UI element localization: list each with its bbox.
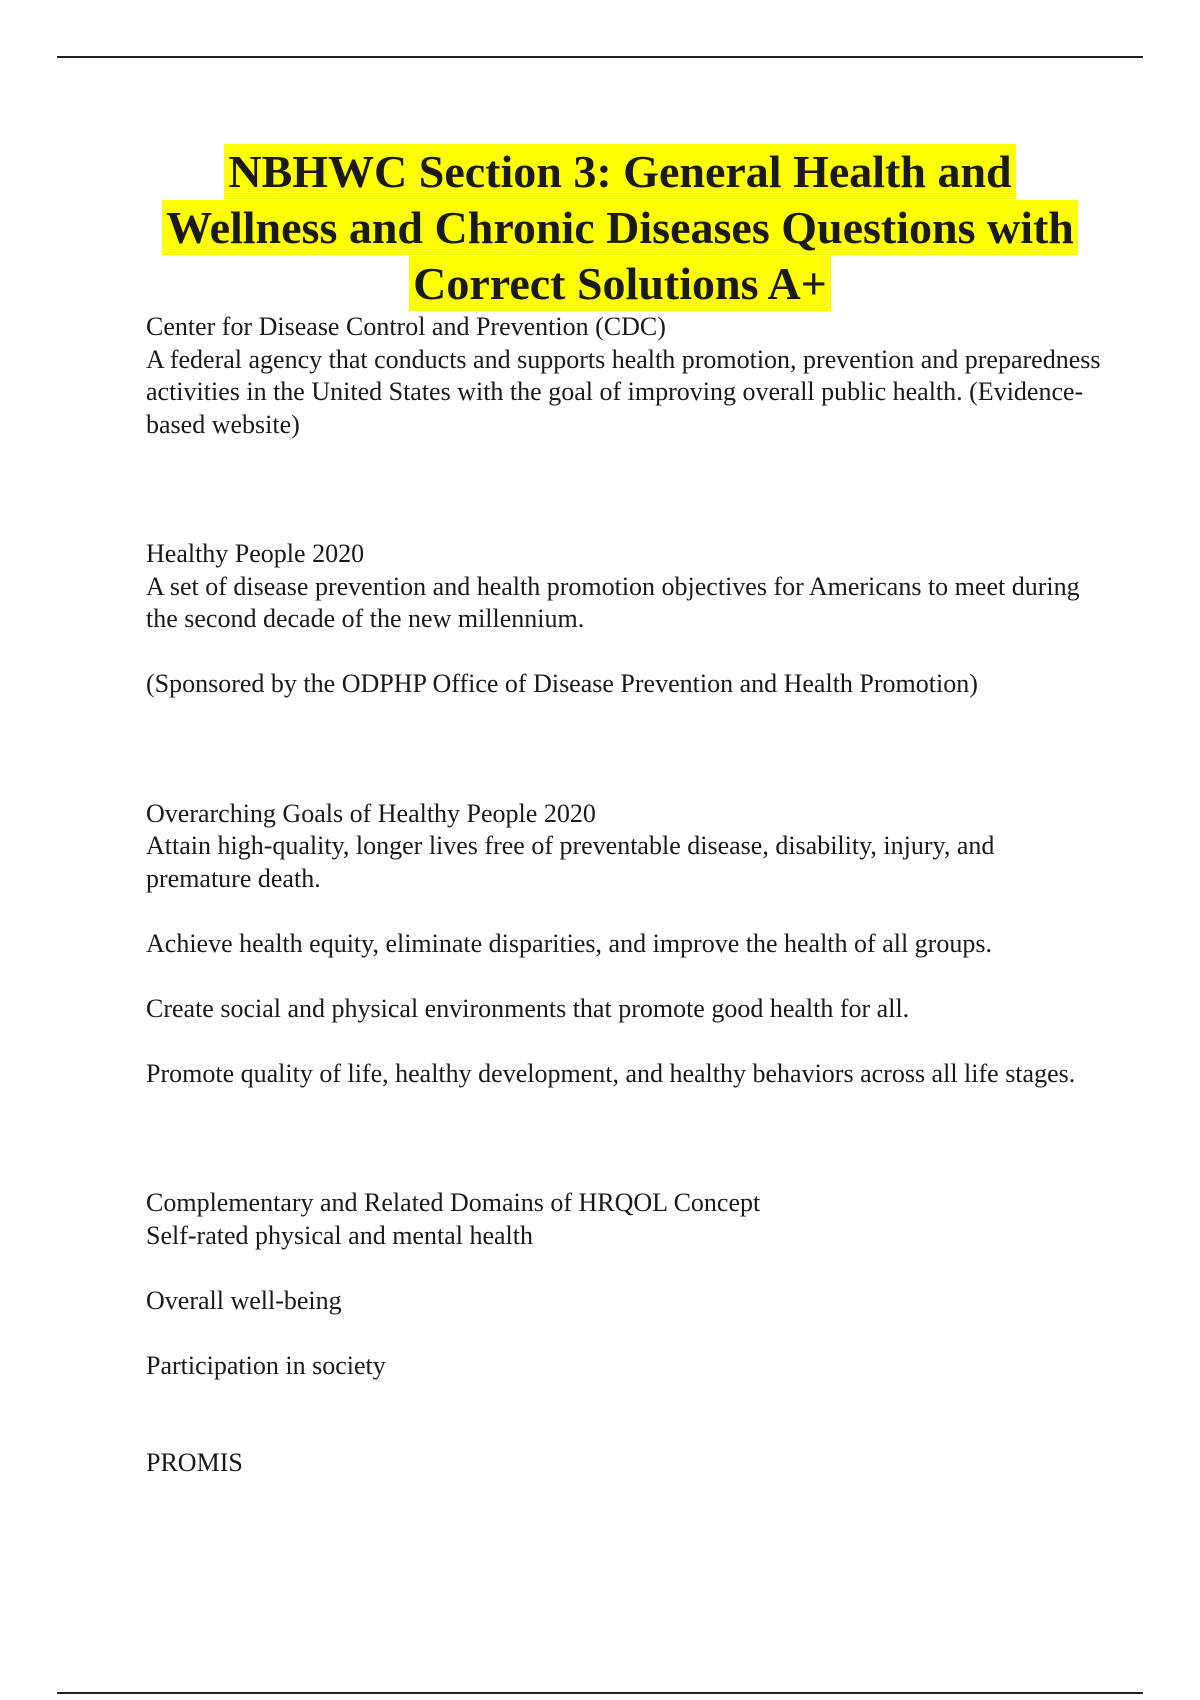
entry-definition: Create social and physical environments that promote good health for all. (146, 993, 910, 1023)
document-body (146, 311, 1106, 1480)
title-highlight: NBHWC Section 3: General Health and Wellness and Chronic Diseases Questions with Correct Solutions A+ (162, 144, 1078, 311)
entry-definition: Overall well-being (146, 1285, 342, 1315)
document-title (140, 144, 1100, 312)
entry-term: PROMIS (146, 1448, 243, 1477)
entry-definition: Self-rated physical and mental health (146, 1220, 533, 1250)
entry-definition: Attain high-quality, longer lives free of preventable disease, disability, injury, and premature death. (146, 831, 995, 893)
entry-definition: Promote quality of life, healthy development, and healthy behaviors across all life stages. (146, 1058, 1076, 1088)
entry-definition: Participation in society (146, 1350, 386, 1380)
entry-term: Healthy People 2020 (146, 539, 365, 568)
entry-definition: Achieve health equity, eliminate disparities, and improve the health of all groups. (146, 928, 992, 958)
entry-definition: A federal agency that conducts and supports health promotion, prevention and preparedness activities in the United States with the goal of improving overall public health. (Evidence-based website) (146, 344, 1101, 439)
bottom-rule (57, 1692, 1143, 1694)
entry-term: Overarching Goals of Healthy People 2020 (146, 798, 596, 828)
entry-definition: (Sponsored by the ODPHP Office of Disease Prevention and Health Promotion) (146, 669, 978, 698)
entry-term: Complementary and Related Domains of HRQOL Concept (146, 1188, 761, 1217)
top-rule (57, 56, 1143, 58)
entry-term: Center for Disease Control and Prevention (CDC) (146, 312, 666, 341)
entry-definition: A set of disease prevention and health promotion objectives for Americans to meet during the second decade of the new millennium. (146, 571, 1080, 633)
